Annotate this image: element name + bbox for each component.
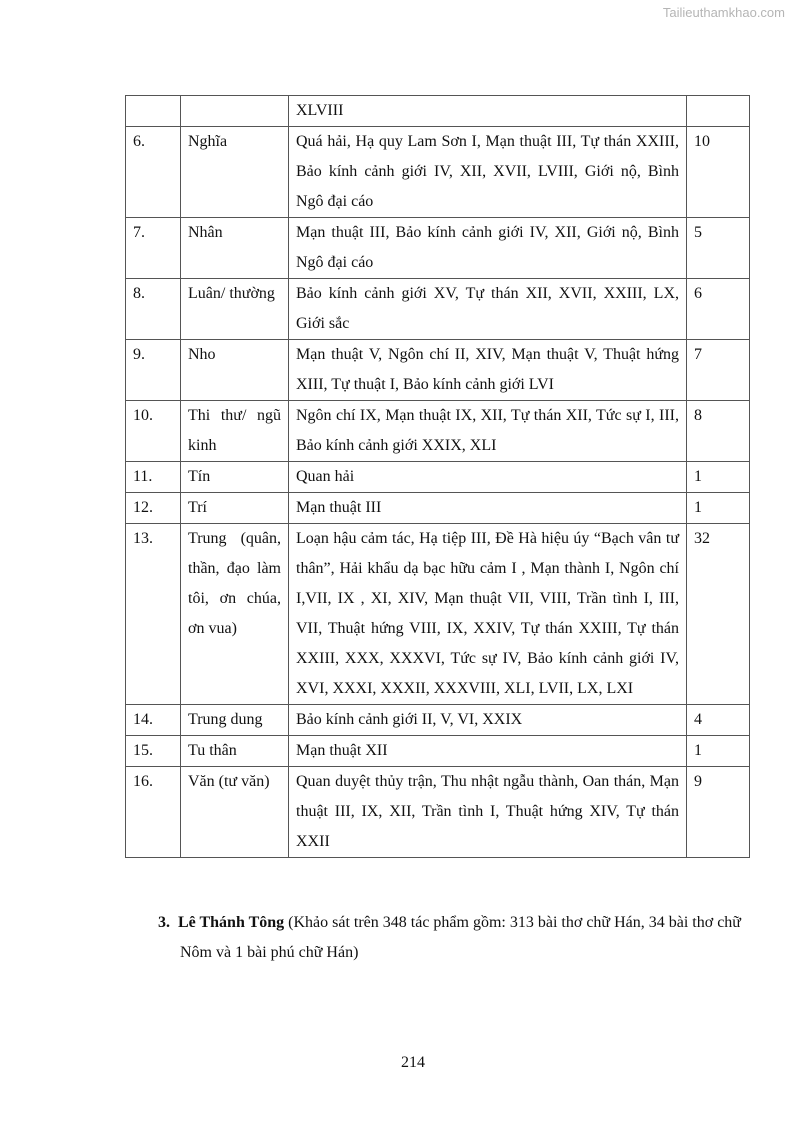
- row-topic: Văn (tư văn): [181, 767, 289, 858]
- row-works: Ngôn chí IX, Mạn thuật IX, XII, Tự thán XII, Tức sự I, III, Bảo kính cảnh giới XXIX, XLI: [289, 401, 687, 462]
- row-count: 1: [687, 736, 750, 767]
- watermark: Tailieuthamkhao.com: [662, 5, 785, 20]
- row-number: 6.: [126, 127, 181, 218]
- row-count: 1: [687, 462, 750, 493]
- row-count: 8: [687, 401, 750, 462]
- table-row: [126, 96, 750, 127]
- row-works: Quá hải, Hạ quy Lam Sơn I, Mạn thuật III, Tự thán XXIII, Bảo kính cảnh giới IV, XII, XVII, LVIII, Giới nộ, Bình Ngô đại cáo: [289, 127, 687, 218]
- table-row: [126, 340, 750, 401]
- section-author: Lê Thánh Tông: [178, 914, 285, 931]
- row-number: 7.: [126, 218, 181, 279]
- row-number: 15.: [126, 736, 181, 767]
- row-topic: [181, 96, 289, 127]
- row-number: 9.: [126, 340, 181, 401]
- row-works: Mạn thuật V, Ngôn chí II, XIV, Mạn thuật V, Thuật hứng XIII, Tự thuật I, Bảo kính cảnh giới LVI: [289, 340, 687, 401]
- row-topic: Luân/ thường: [181, 279, 289, 340]
- row-number: 12.: [126, 493, 181, 524]
- section-heading: [158, 908, 750, 968]
- row-topic: Tu thân: [181, 736, 289, 767]
- section-description: (Khảo sát trên 348 tác phẩm gồm: 313 bài thơ chữ Hán, 34 bài thơ chữ Nôm và 1 bài phú chữ Hán): [180, 914, 741, 961]
- row-count: 4: [687, 705, 750, 736]
- row-number: 8.: [126, 279, 181, 340]
- row-count: 10: [687, 127, 750, 218]
- row-works: Bảo kính cảnh giới XV, Tự thán XII, XVII, XXIII, LX, Giới sắc: [289, 279, 687, 340]
- row-topic: Trí: [181, 493, 289, 524]
- row-works: Mạn thuật III, Bảo kính cảnh giới IV, XII, Giới nộ, Bình Ngô đại cáo: [289, 218, 687, 279]
- page-number: 214: [401, 1054, 425, 1071]
- row-works: Quan duyệt thủy trận, Thu nhật ngẫu thành, Oan thán, Mạn thuật III, IX, XII, Trần tình I, Thuật hứng XIV, Tự thán XXII: [289, 767, 687, 858]
- table-row: [126, 493, 750, 524]
- table-row: [126, 767, 750, 858]
- row-topic: Nho: [181, 340, 289, 401]
- row-topic: Nghĩa: [181, 127, 289, 218]
- row-works: XLVIII: [289, 96, 687, 127]
- row-count: [687, 96, 750, 127]
- row-number: 16.: [126, 767, 181, 858]
- row-topic: Trung dung: [181, 705, 289, 736]
- row-topic: Tín: [181, 462, 289, 493]
- row-count: 6: [687, 279, 750, 340]
- row-topic: Nhân: [181, 218, 289, 279]
- row-number: 13.: [126, 524, 181, 705]
- row-works: Quan hải: [289, 462, 687, 493]
- row-count: 5: [687, 218, 750, 279]
- row-count: 7: [687, 340, 750, 401]
- row-number: 14.: [126, 705, 181, 736]
- row-works: Bảo kính cảnh giới II, V, VI, XXIX: [289, 705, 687, 736]
- works-table: [125, 95, 750, 858]
- row-works: Mạn thuật XII: [289, 736, 687, 767]
- table-row: [126, 736, 750, 767]
- row-number: [126, 96, 181, 127]
- table-row: [126, 462, 750, 493]
- row-count: 1: [687, 493, 750, 524]
- table-row: [126, 705, 750, 736]
- table-row: [126, 218, 750, 279]
- section-number: 3.: [158, 914, 170, 931]
- row-works: Mạn thuật III: [289, 493, 687, 524]
- row-works: Loạn hậu cảm tác, Hạ tiệp III, Đề Hà hiệu úy “Bạch vân tư thân”, Hải khẩu dạ bạc hữu cảm I , Mạn thành I, Ngôn chí I,VII, IX , XI, XIV, Mạn thuật VII, VIII, Trần tình I, III, VII, Thuật hứng VIII, IX, XXIV, Tự thán XXIII, Tự thán XXIII, XXX, XXXVI, Tức sự IV, Bảo kính cảnh giới IV, XVI, XXXI, XXXII, XXXVIII, XLI, LVII, LX, LXI: [289, 524, 687, 705]
- row-number: 10.: [126, 401, 181, 462]
- table-row: [126, 279, 750, 340]
- table-row: [126, 524, 750, 705]
- table-row: [126, 401, 750, 462]
- row-count: 32: [687, 524, 750, 705]
- row-count: 9: [687, 767, 750, 858]
- row-topic: Thi thư/ ngũ kinh: [181, 401, 289, 462]
- row-number: 11.: [126, 462, 181, 493]
- table-row: [126, 127, 750, 218]
- row-topic: Trung (quân, thần, đạo làm tôi, ơn chúa, ơn vua): [181, 524, 289, 705]
